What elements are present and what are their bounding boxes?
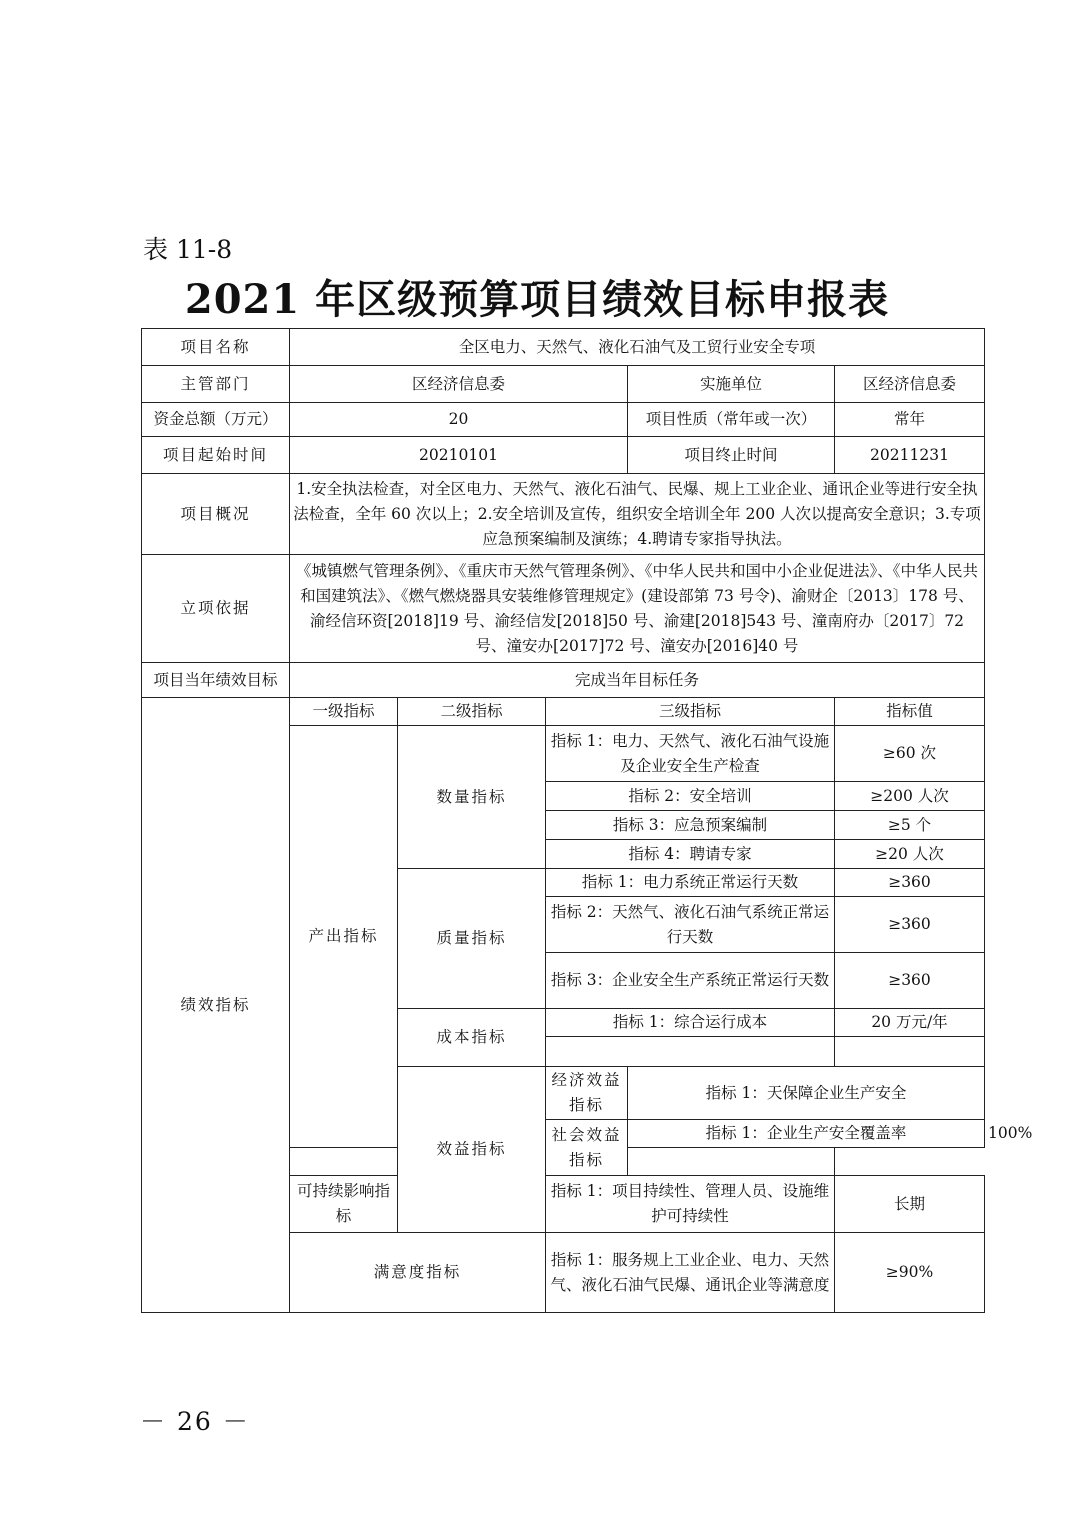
social-indicator: 指标 1：企业生产安全覆盖率: [628, 1120, 985, 1148]
quality-label: 质量指标: [398, 869, 546, 1009]
quantity-value: ≥200 人次: [835, 782, 985, 811]
quality-indicator: 指标 2：天然气、液化石油气系统正常运行天数: [546, 897, 835, 953]
overview-label: 项目概况: [142, 474, 290, 555]
benefit-label: 效益指标: [398, 1067, 546, 1233]
impl-value: 区经济信息委: [835, 366, 985, 403]
quantity-value: ≥5 个: [835, 811, 985, 840]
quantity-indicator: 指标 4：聘请专家: [546, 840, 835, 869]
end-label: 项目终止时间: [628, 437, 835, 474]
quality-value: ≥360: [835, 953, 985, 1009]
perf-label: 绩效指标: [142, 698, 290, 1313]
quality-value: ≥360: [835, 869, 985, 897]
quality-value: ≥360: [835, 897, 985, 953]
quantity-indicator: 指标 2：安全培训: [546, 782, 835, 811]
table-number: 表 11-8: [143, 235, 233, 264]
cost-label: 成本指标: [398, 1009, 546, 1067]
header-value: 指标值: [835, 698, 985, 726]
cost-value: 20 万元/年: [835, 1009, 985, 1037]
end-value: 20211231: [835, 437, 985, 474]
start-label: 项目起始时间: [142, 437, 290, 474]
header-level2: 二级指标: [398, 698, 546, 726]
project-name-value: 全区电力、天然气、液化石油气及工贸行业安全专项: [290, 329, 985, 366]
project-name-label: 项目名称: [142, 329, 290, 366]
dept-value: 区经济信息委: [290, 366, 628, 403]
quality-indicator: 指标 1：电力系统正常运行天数: [546, 869, 835, 897]
fund-label: 资金总额（万元）: [142, 403, 290, 437]
basis-value: 《城镇燃气管理条例》、《重庆市天然气管理条例》、《中华人民共和国中小企业促进法》、《中华人民共和国建筑法》、《燃气燃烧器具安装维修管理规定》(建设部第 73 号令)、渝财企〔2013〕178 号、渝经信环资[2018]19 号、渝经信发[2018]50 号、渝建[2018]543 号、潼南府办〔2017〕72 号、潼安办[2017]72 号、潼安办[2016]40 号: [290, 555, 985, 663]
header-level1: 一级指标: [290, 698, 398, 726]
header-level3: 三级指标: [546, 698, 835, 726]
empty-cell: [628, 1148, 835, 1176]
dept-label: 主管部门: [142, 366, 290, 403]
impl-label: 实施单位: [628, 366, 835, 403]
page-number: － 26 －: [140, 1407, 250, 1436]
nature-value: 常年: [835, 403, 985, 437]
start-value: 20210101: [290, 437, 628, 474]
economic-indicator: 指标 1：天保障企业生产安全: [628, 1067, 985, 1120]
output-label: 产出指标: [290, 726, 398, 1148]
sustain-label: 可持续影响指标: [290, 1176, 398, 1233]
cost-indicator: 指标 1：综合运行成本: [546, 1009, 835, 1037]
sustain-indicator: 指标 1：项目持续性、管理人员、设施维护可持续性: [546, 1176, 835, 1233]
goal-value: 完成当年目标任务: [290, 663, 985, 698]
quantity-label: 数量指标: [398, 726, 546, 869]
quantity-indicator: 指标 1：电力、天然气、液化石油气设施及企业安全生产检查: [546, 726, 835, 782]
goal-label: 项目当年绩效目标: [142, 663, 290, 698]
satisfaction-label: 满意度指标: [290, 1233, 546, 1313]
nature-label: 项目性质（常年或一次）: [628, 403, 835, 437]
social-label: 社会效益指标: [546, 1120, 628, 1176]
overview-value: 1.安全执法检查，对全区电力、天然气、液化石油气、民爆、规上工业企业、通讯企业等进行安全执法检查，全年 60 次以上；2.安全培训及宣传，组织安全培训全年 200 人次以提高安全意识；3.专项应急预案编制及演练；4.聘请专家指导执法。: [290, 474, 985, 555]
sustain-value: 长期: [835, 1176, 985, 1233]
empty-cell: [290, 1148, 546, 1176]
quantity-indicator: 指标 3：应急预案编制: [546, 811, 835, 840]
quantity-value: ≥60 次: [835, 726, 985, 782]
basis-label: 立项依据: [142, 555, 290, 663]
performance-form-table: 项目名称 全区电力、天然气、液化石油气及工贸行业安全专项 主管部门 区经济信息委 实施单位 区经济信息委 资金总额（万元） 20 项目性质（常年或一次） 常年 项目起始时间 20210101 项目终止时间 20211231 项目概况 1.安全执法检查，对全区电力、天然气、液化石油气、民爆、规上工业企业、通讯企业等进行安全执法检查，全年 60 次以上；2.安全培训及宣传，组织安全培训全年 200 人次以提高安全意识；3.专项应急预案编制及演练；4.聘请专家指导执法。 立项依据 《城镇燃气管理条例》、《重庆市天然气管理条例》、《中华人民共和国中小企业促进法》、《中华人民共和国建筑法》、《燃气燃烧器具安装维修管理规定》(建设部第 73 号令)、渝财企〔2013〕178 号、渝经信环资[2018]19 号、渝经信发[2018]50 号、渝建[2018]543 号、潼南府办〔2017〕72 号、潼安办[2017]72 号、潼安办[2016]40 号 项目当年绩效目标 完成当年目标任务 绩效指标 一级指标 二级指标 三级指标 指标值 产出指标 数量指标 指标 1：电力、天然气、液化石油气设施及企业安全生产检查 ≥60 次 指标 2：安全培训 ≥200 人次 指标 3：应急预案编制 ≥5 个 指标 4：聘请专家 ≥20 人次 质量指标 指标 1：电力系统正常运行天数 ≥360 指标 2：天然气、液化石油气系统正常运行天数 ≥360 指标 3：企业安全生产系统正常运行天数 ≥360 成本指标 指标 1：综合运行成本 20 万元/年 效益指标 经济效益指标 指标 1：天保障企业生产安全 社会效益指标 指标 1：企业生产安全覆盖率 100% 可持续影响指标 指标 1：项目持续性、管理人员、设施维护可持续性 长期 满意度指标 指标 1：服务规上工业企业、电力、天然气、液化石油气民爆、通讯企业等满意度 ≥90%: [141, 328, 985, 1313]
satisfaction-value: ≥90%: [835, 1233, 985, 1313]
quantity-value: ≥20 人次: [835, 840, 985, 869]
empty-cell: [546, 1037, 835, 1067]
page-title: 2021 年区级预算项目绩效目标申报表: [184, 276, 890, 323]
empty-cell: [835, 1037, 985, 1067]
satisfaction-indicator: 指标 1：服务规上工业企业、电力、天然气、液化石油气民爆、通讯企业等满意度: [546, 1233, 835, 1313]
economic-label: 经济效益指标: [546, 1067, 628, 1120]
fund-value: 20: [290, 403, 628, 437]
quality-indicator: 指标 3：企业安全生产系统正常运行天数: [546, 953, 835, 1009]
